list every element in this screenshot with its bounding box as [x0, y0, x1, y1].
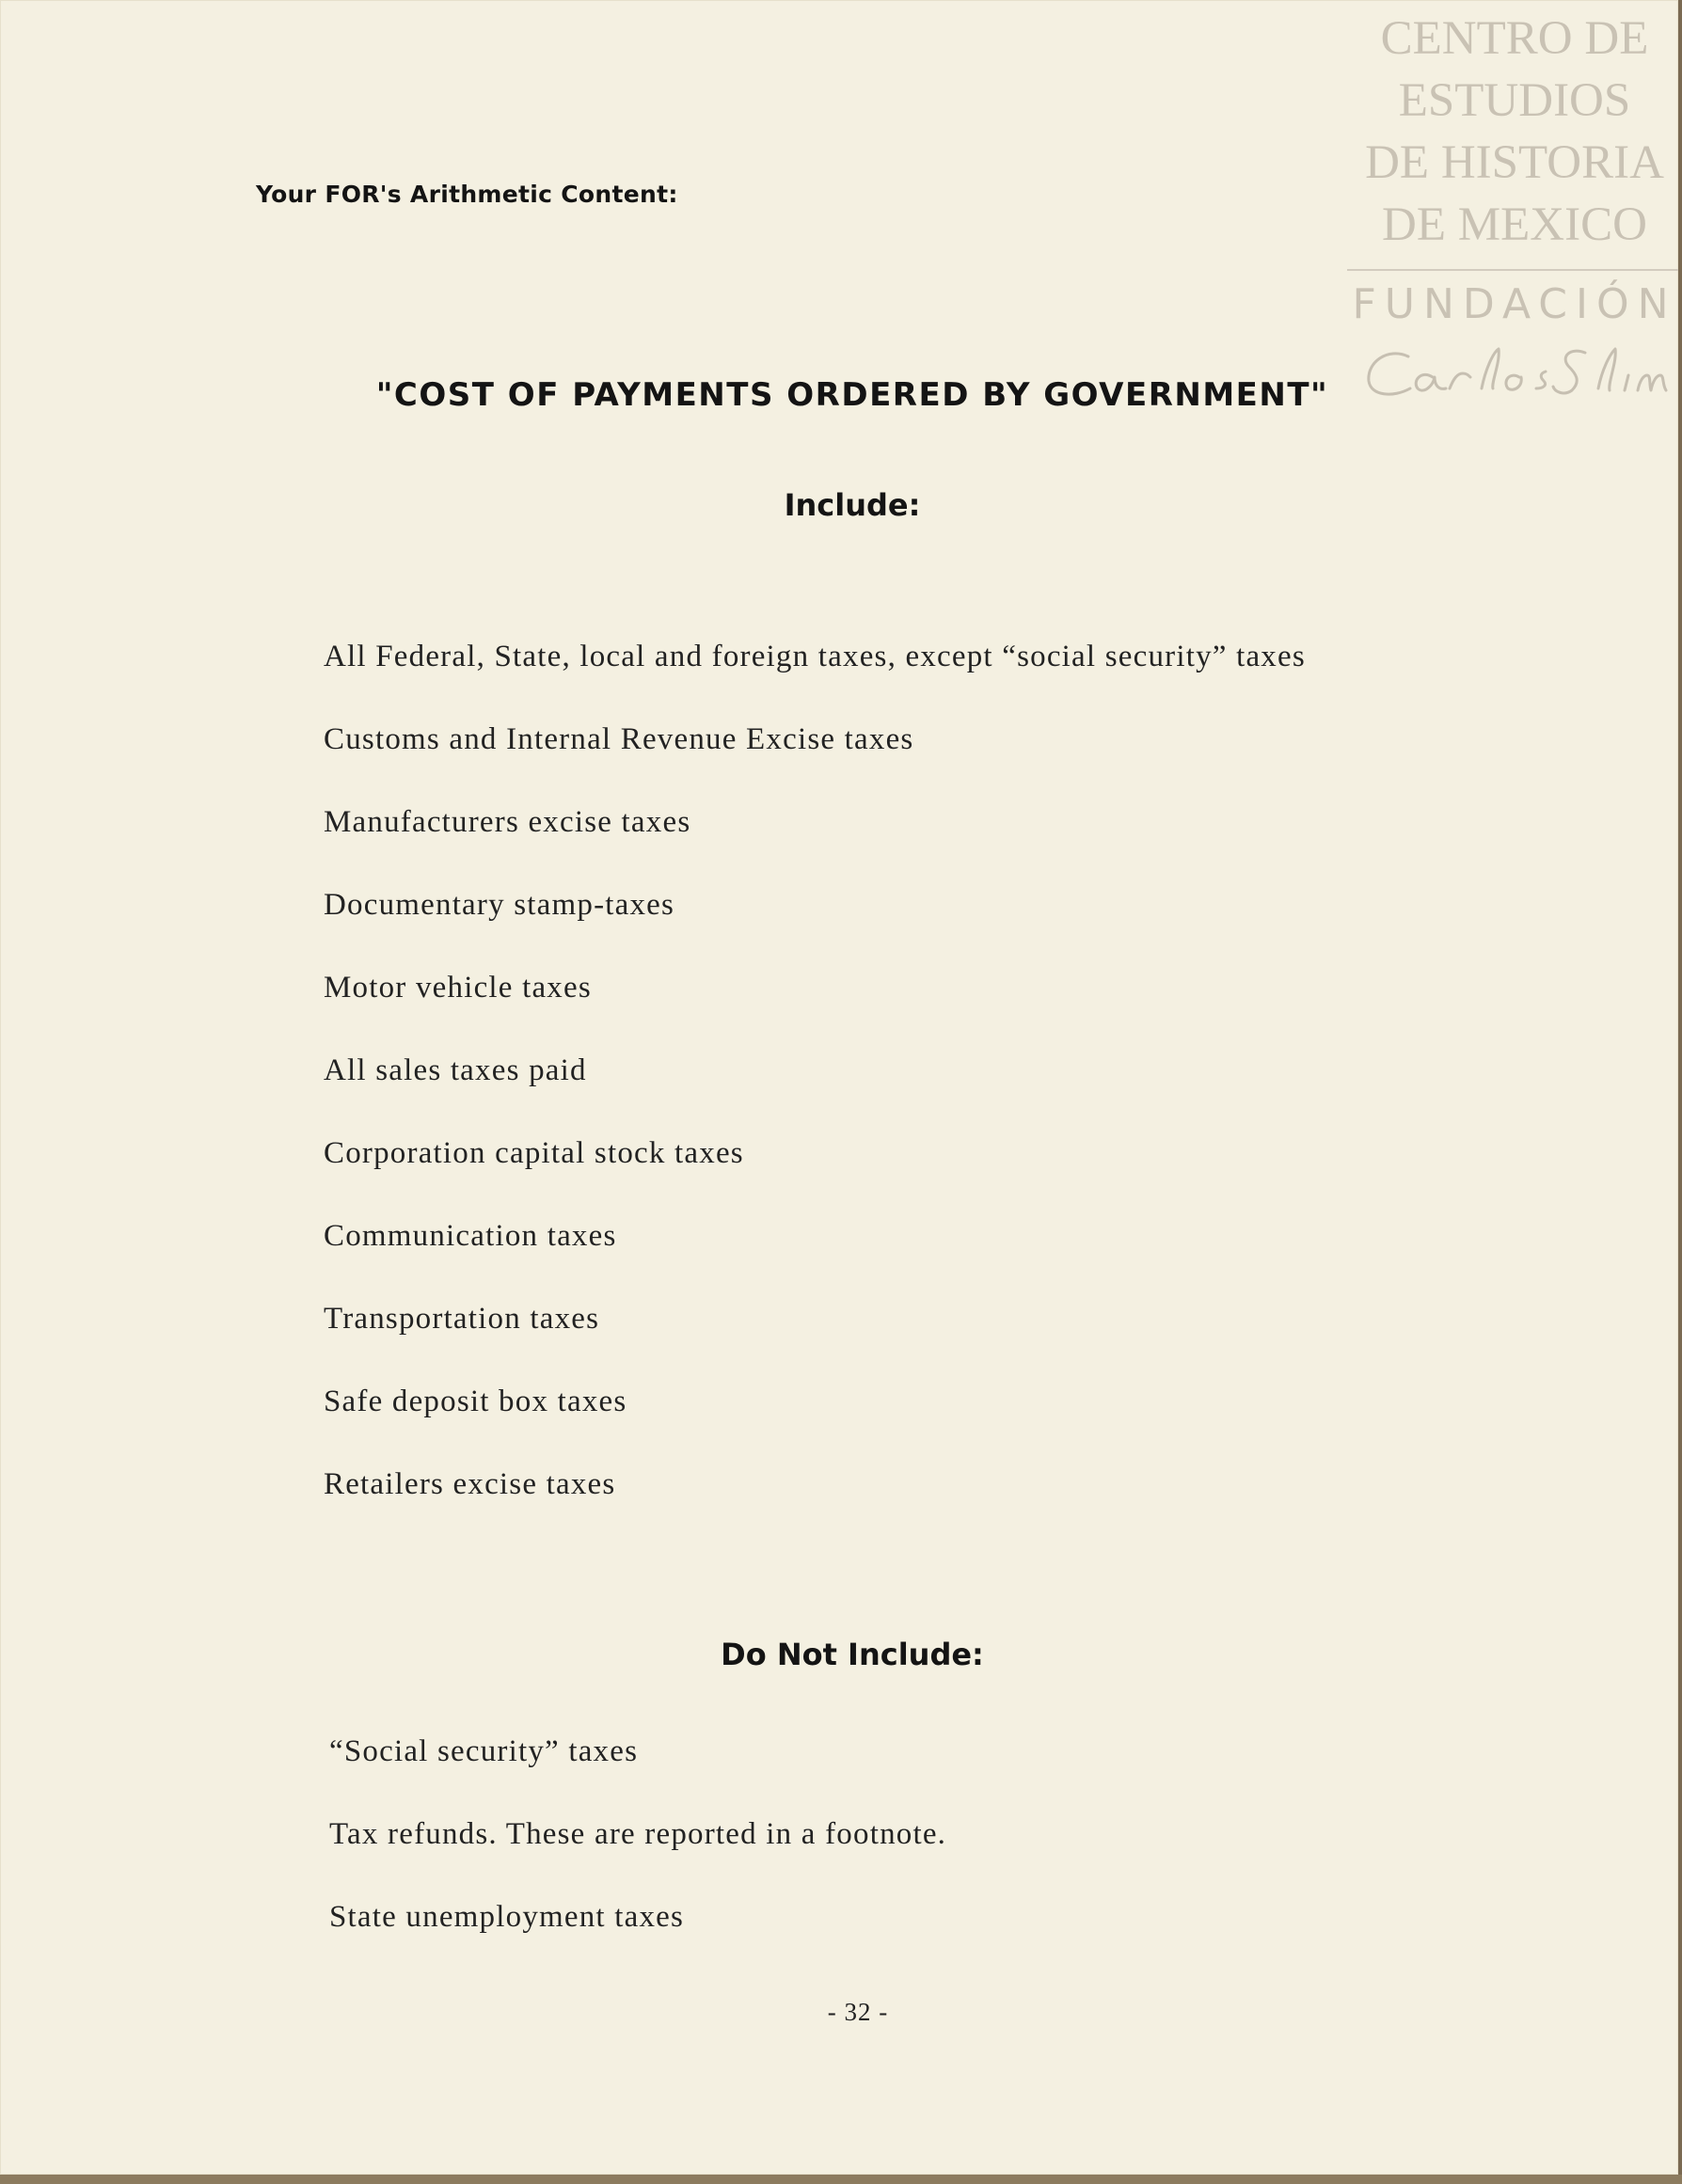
list-item: Corporation capital stock taxes: [324, 1136, 744, 1170]
list-item: All Federal, State, local and foreign taxes, except “social security” taxes: [324, 640, 1306, 673]
list-item: Tax refunds. These are reported in a footnote.: [329, 1817, 947, 1851]
exclude-heading: Do Not Include:: [721, 1637, 984, 1672]
watermark-line: DE MEXICO: [1382, 198, 1647, 251]
page-number: - 32 -: [827, 1998, 889, 2026]
list-item: Manufacturers excise taxes: [324, 805, 691, 839]
header-label: Your FOR's Arithmetic Content:: [256, 181, 678, 208]
watermark-line: CENTRO DE: [1380, 12, 1649, 65]
watermark-foundation: FUNDACIÓN: [1352, 280, 1677, 328]
list-item: Retailers excise taxes: [324, 1467, 616, 1501]
watermark-divider: [1347, 269, 1682, 271]
list-item: Communication taxes: [324, 1219, 617, 1253]
list-item: Documentary stamp-taxes: [324, 888, 675, 922]
page-edge-bottom: [0, 2175, 1682, 2184]
list-item: Customs and Internal Revenue Excise taxes: [324, 722, 914, 756]
watermark-line: DE HISTORIA: [1365, 136, 1664, 189]
list-item: Transportation taxes: [324, 1302, 600, 1336]
list-item: State unemployment taxes: [329, 1900, 685, 1934]
list-item: “Social security” taxes: [329, 1734, 639, 1768]
include-heading: Include:: [784, 487, 921, 523]
archive-watermark: [1347, 8, 1682, 416]
signature-logo: [1347, 336, 1682, 416]
exclude-list: [329, 1731, 946, 1979]
list-item: All sales taxes paid: [324, 1053, 587, 1087]
list-item: Motor vehicle taxes: [324, 971, 592, 1005]
document-title: "COST OF PAYMENTS ORDERED BY GOVERNMENT": [375, 376, 1329, 414]
watermark-line: ESTUDIOS: [1398, 74, 1631, 127]
include-list: [324, 636, 1306, 1546]
page-edge-right: [1678, 0, 1682, 2184]
list-item: Safe deposit box taxes: [324, 1385, 627, 1418]
signature-icon: [1359, 336, 1670, 411]
